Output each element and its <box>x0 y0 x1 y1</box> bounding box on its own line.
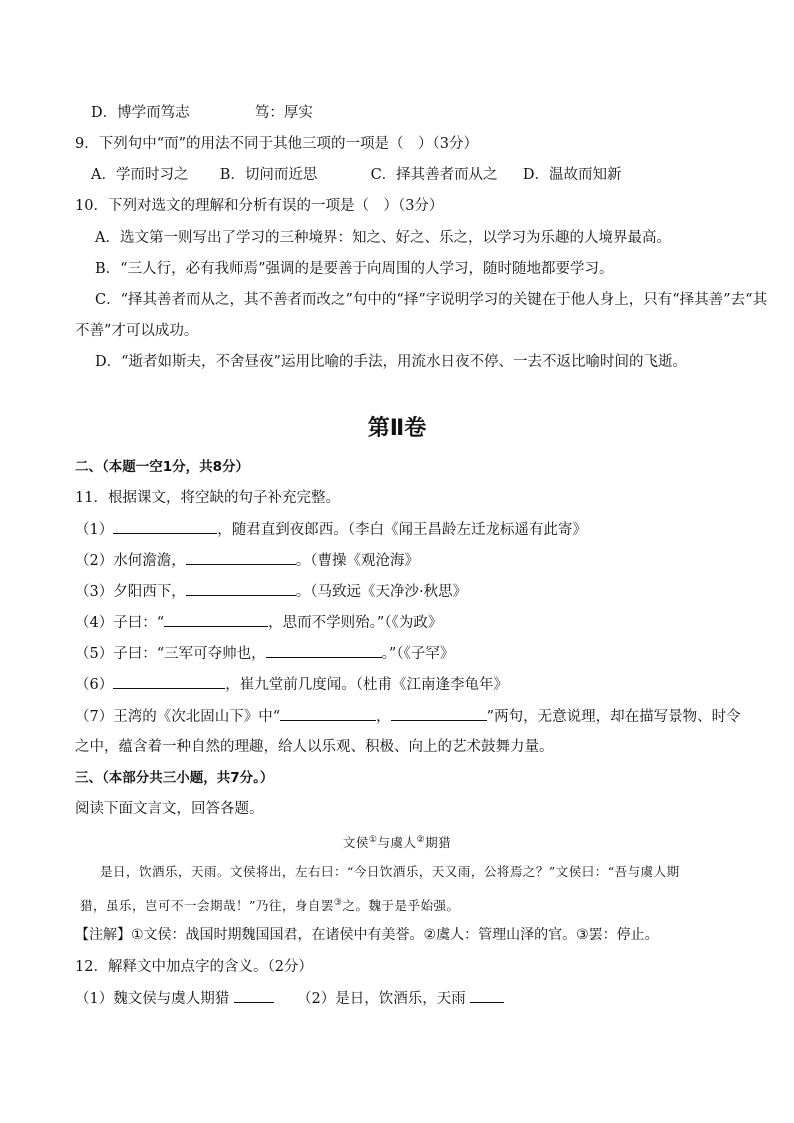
section3-heading: 三、（本部分共三小题，共7分。） <box>75 770 274 786</box>
q9-option-c: C．择其善者而从之 <box>370 167 498 183</box>
q11-item-3 <box>75 581 467 602</box>
annotation: 【注解】①文侯：战国时期魏国国君，在诸侯中有美誉。②虞人：管理山泽的官。③罢：停止。 <box>75 927 659 943</box>
q11-item-4-before: 子曰：“ <box>113 615 165 631</box>
passage-title-b: 与虞人 <box>377 835 417 851</box>
passage-title-a: 文侯 <box>342 835 369 851</box>
q11-item-1-num: （1） <box>75 522 114 538</box>
q11-item-5-blank[interactable] <box>266 643 382 658</box>
section3-intro: 阅读下面文言文，回答各题。 <box>75 801 264 817</box>
q11-item-7-text-b: ， <box>376 709 391 725</box>
q11-item-7-text-a: 王湾的《次北固山下》中“ <box>113 709 281 725</box>
q12-items <box>75 988 504 1009</box>
q11-item-2 <box>75 550 419 571</box>
q12-item-2-blank[interactable] <box>470 988 504 1003</box>
q12-item-1: （1）魏文侯与虞人期猎 <box>75 991 230 1007</box>
q11-item-4 <box>75 612 442 633</box>
passage-title <box>0 830 794 853</box>
q11-item-1-text: ，随君直到夜郎西。（李白《闻王昌龄左迁龙标遥有此寄》 <box>217 522 587 538</box>
passage-title-c: 期猎 <box>425 835 452 851</box>
q11-item-1 <box>75 519 587 540</box>
q11-item-4-after: ，思而不学则殆。”（《为政》 <box>268 615 443 631</box>
q9-option-d: D．温故而知新 <box>522 167 622 183</box>
q11-item-6-text: ，崔九堂前几度闻。（杜甫《江南逢李龟年》 <box>225 677 508 693</box>
q11-item-7-line2: 之中，蕴含着一种自然的理趣，给人以乐观、积极、向上的艺术鼓舞力量。 <box>75 739 554 755</box>
q12-stem: 12．解释文中加点字的含义。（2分） <box>75 959 313 975</box>
q10-option-b: B．“三人行，必有我师焉”强调的是要善于向周围的人学习，随时随地都要学习。 <box>95 261 614 277</box>
q11-item-7-num: （7） <box>75 709 114 725</box>
q10-option-c-line1: C．“择其善者而从之，其不善者而改之”句中的“择”字说明学习的关键在于他人身上，只有“择其善”去“其 <box>95 292 767 308</box>
q11-item-2-before: 水何澹澹， <box>113 553 186 569</box>
q11-item-3-blank[interactable] <box>186 581 296 596</box>
q10-option-a: A．选文第一则写出了学习的三种境界：知之、好之、乐之，以学习为乐趣的人境界最高。 <box>95 230 671 246</box>
q8-option-d-note: 笃：厚实 <box>254 105 313 121</box>
q11-item-7-text-c: ”两句，无意说理，却在描写景物、时令 <box>486 709 741 725</box>
q11-item-3-num: （3） <box>75 584 114 600</box>
q12-item-1-blank[interactable] <box>234 988 274 1003</box>
q11-item-6 <box>75 674 508 695</box>
passage-title-mark-2: ② <box>416 835 426 845</box>
section2-heading: 二、（本题一空1分，共8分） <box>75 459 250 475</box>
passage-line-1: 是日，饮酒乐，天雨。文侯将出，左右曰：“今日饮酒乐，天又雨，公将焉之？”文侯曰：“吾与虞人期 <box>100 864 680 879</box>
q10-stem: 10．下列对选文的理解和分析有误的一项是（ ）（3分） <box>75 198 444 214</box>
q12-item-2: （2）是日，饮酒乐，天雨 <box>297 991 466 1007</box>
volume-title: 第Ⅱ卷 <box>367 416 427 441</box>
q11-item-4-num: （4） <box>75 615 114 631</box>
q11-item-7-blank-1[interactable] <box>280 706 376 721</box>
q11-item-5 <box>75 643 454 664</box>
passage-line-2-mark: ③ <box>333 898 343 908</box>
q11-item-1-blank[interactable] <box>113 519 217 534</box>
q11-item-5-before: 子曰：“三军可夺帅也， <box>113 646 266 662</box>
q11-item-2-blank[interactable] <box>186 550 296 565</box>
passage-line-2-a: 猎，虽乐，岂可不一会期哉！”乃往，身自罢 <box>80 898 334 914</box>
q9-options <box>91 165 622 185</box>
q9-option-a: A．学而时习之 <box>91 167 189 183</box>
q11-item-2-num: （2） <box>75 553 114 569</box>
q11-item-6-blank[interactable] <box>113 674 225 689</box>
q11-item-7-line1 <box>75 706 741 727</box>
passage-line-2 <box>80 893 460 916</box>
passage-line-2-b: 之。魏于是乎始强。 <box>342 898 460 914</box>
passage-title-mark-1: ① <box>368 835 378 845</box>
q10-option-d: D．“逝者如斯夫，不舍昼夜”运用比喻的手法，用流水日夜不停、一去不返比喻时间的飞逝。 <box>95 354 687 370</box>
q10-option-c-line2: 不善”才可以成功。 <box>75 323 199 339</box>
q9-stem: 9．下列句中“而”的用法不同于其他三项的一项是（ ）（3分） <box>75 136 479 152</box>
q11-item-4-blank[interactable] <box>164 612 268 627</box>
q8-option-d <box>91 103 313 123</box>
q11-item-5-after: 。”（《子罕》 <box>381 646 455 662</box>
q11-item-6-num: （6） <box>75 677 114 693</box>
q11-item-3-after: 。（马致远《天净沙·秋思》 <box>295 584 468 600</box>
q9-option-b: B．切问而近思 <box>219 167 318 183</box>
q11-stem: 11．根据课文，将空缺的句子补充完整。 <box>75 490 340 506</box>
q11-item-5-num: （5） <box>75 646 114 662</box>
q11-item-2-after: 。（曹操《观沧海》 <box>295 553 419 569</box>
q8-option-d-text: D．博学而笃志 <box>91 105 190 121</box>
q11-item-3-before: 夕阳西下， <box>113 584 186 600</box>
q11-item-7-blank-2[interactable] <box>391 706 487 721</box>
